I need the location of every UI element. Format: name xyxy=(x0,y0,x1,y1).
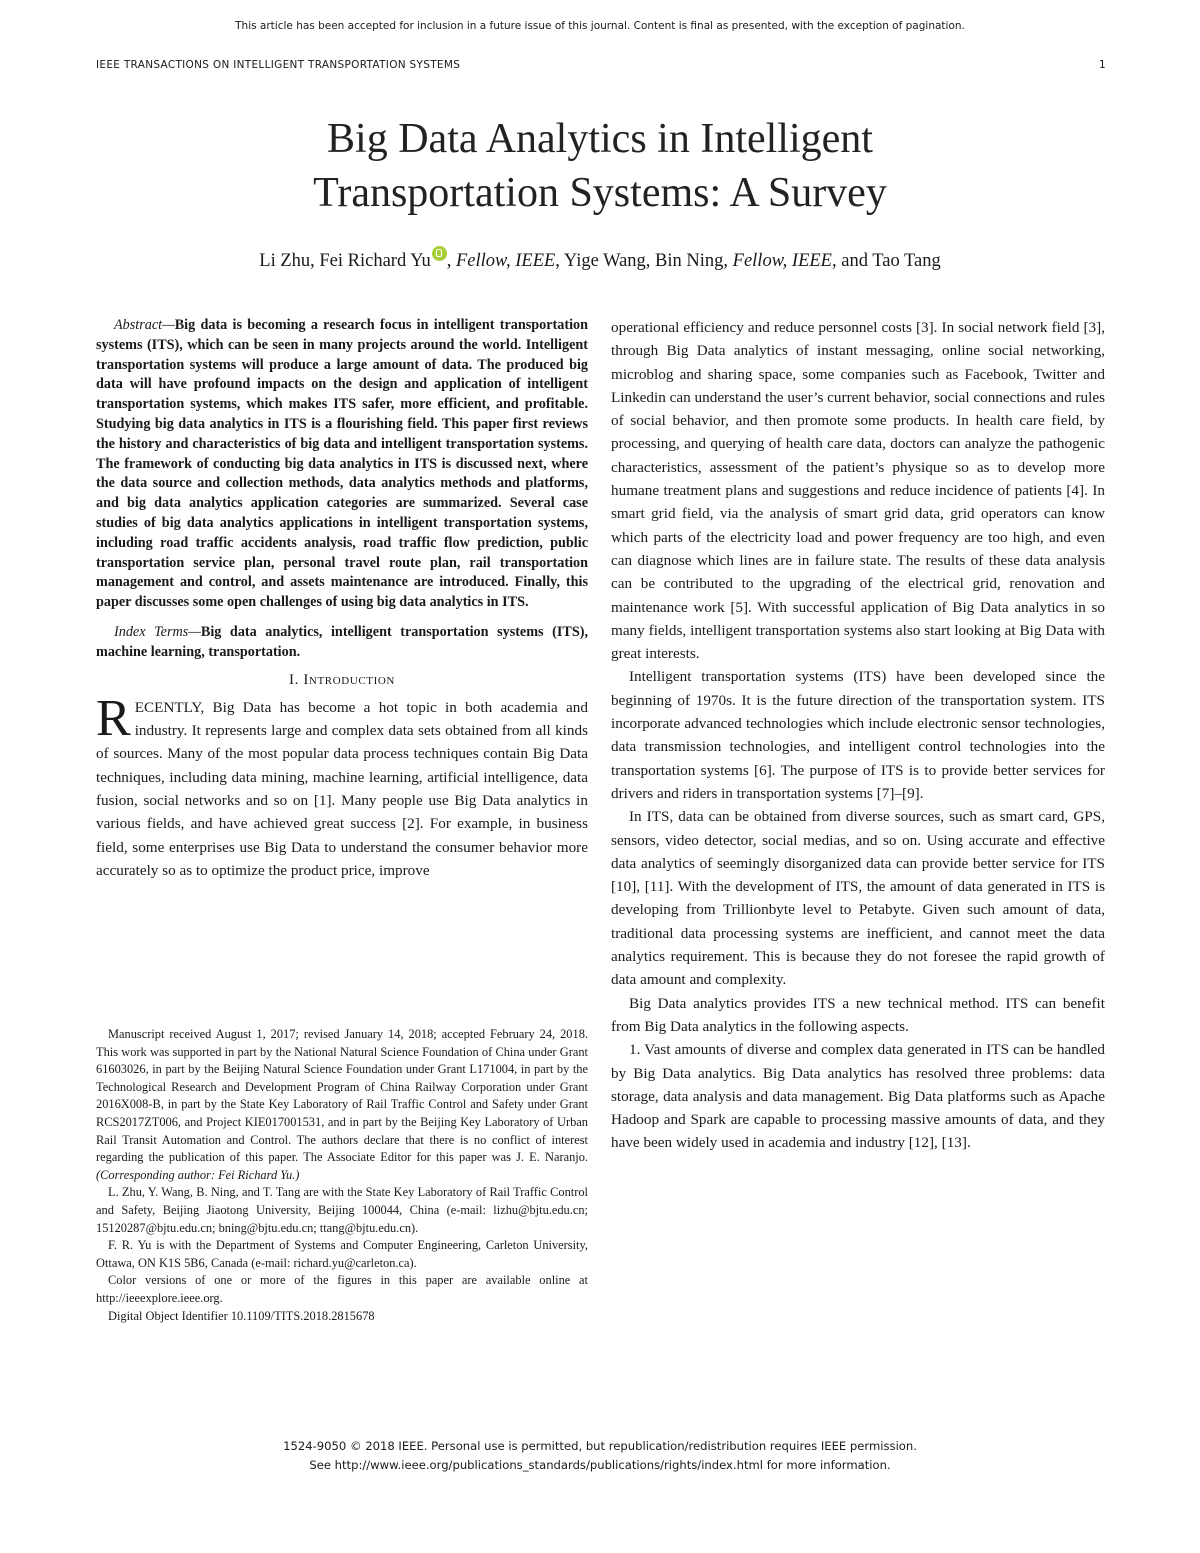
copyright-notice xyxy=(0,1437,1200,1475)
left-column xyxy=(96,316,588,882)
corresponding-author: (Corresponding author: Fei Richard Yu.) xyxy=(96,1167,300,1182)
index-terms-label: Index Terms xyxy=(114,623,189,640)
section-number: I. xyxy=(289,671,299,688)
paragraph-2: Intelligent transportation systems (ITS) have been developed since the beginning of 1970s. It is the future direction of the transportation system. ITS incorporate advanced technologies which include electronic sensor technologies, data transmission technologies, and intelligent control technologies into the transportation systems [6]. The purpose of ITS is to provide better services for drivers and riders in transportation systems [7]–[9]. xyxy=(611,668,1105,802)
page-number: 1 xyxy=(1099,59,1106,71)
acceptance-notice: This article has been accepted for inclusion in a future issue of this journal. Content is final as presented, with the exception of pagination. xyxy=(235,20,965,32)
index-terms-text: Big data analytics, intelligent transportation systems (ITS), machine learning, transportation. xyxy=(96,623,588,660)
section-heading xyxy=(96,669,588,692)
running-header xyxy=(96,59,1106,71)
author-role-1: Fellow, IEEE xyxy=(455,251,556,272)
authors-part-1: Li Zhu, Fei Richard Yu xyxy=(259,251,431,272)
paragraph-5: 1. Vast amounts of diverse and complex data generated in ITS can be handled by Big Data analytics. Big Data analytics has resolved three problems: data storage, data analysis and data management. Big Data platforms such as Apache Hadoop and Spark are capable to processing massive amounts of data, and they have been widely used in academia and industry [12], [13]. xyxy=(611,1041,1105,1152)
abstract-text: Big data is becoming a research focus in intelligent transportation systems (ITS), which can be seen in many projects around the world. Intelligent transportation systems will produce a large amount of data. The produced big data will have profound impacts on the design and application of intelligent transportation systems, which makes ITS safer, more efficient, and profitable. Studying big data analytics in ITS is a flourishing field. This paper first reviews the history and characteristics of big data and intelligent transportation systems. The framework of conducting big data analytics in ITS is discussed next, where the data source and collection methods, data analytics methods and platforms, and big data analytics application categories are summarized. Several case studies of big data analytics applications in intelligent transportation systems, including road traffic accidents analysis, road traffic flow prediction, public transportation service plan, personal travel route plan, rail transportation management and control, and assets maintenance are introduced. Finally, this paper discusses some open challenges of using big data analytics in ITS. xyxy=(96,317,588,611)
section-title: Introduction xyxy=(303,671,395,688)
footnote-color-versions: Color versions of one or more of the figures in this paper are available online at http://ieeexplore.ieee.org. xyxy=(96,1273,588,1305)
paper-title xyxy=(0,112,1200,220)
footnote-manuscript-text: Manuscript received August 1, 2017; revised January 14, 2018; accepted February 24, 2018. This work was supported in part by the National Natural Science Foundation of China under Grant 61603026, in part by the Beijing Natural Science Foundation under Grant L171004, in part by the Technological Research and Development Program of China Railway Corporation under Grant 2016X008-B, in part by the State Key Laboratory of Rail Traffic Control and Safety under Grant RCS2017ZT006, and Project KIE017001531, and in part by the Beijing Key Laboratory of Urban Rail Transit Automation and Control. The authors declare that there is no conflict of interest regarding the publication of this paper. The Associate Editor for this paper was J. E. Naranjo. xyxy=(96,1027,588,1165)
authors-part-3: and Tao Tang xyxy=(841,251,941,272)
copyright-line-1: 1524-9050 © 2018 IEEE. Personal use is permitted, but republication/redistribution requires IEEE permission. xyxy=(283,1439,917,1453)
authors-part-2: Yige Wang, Bin Ning, xyxy=(563,251,729,272)
abstract: Abstract—Big data is becoming a research focus in intelligent transportation systems (ITS), which can be seen in many projects around the world. Intelligent transportation systems will produce a large amount of data. The produced big data will have profound impacts on the design and application of intelligent transportation systems, which makes ITS safer, more efficient, and profitable. Studying big data analytics in ITS is a flourishing field. This paper first reviews the history and characteristics of big data and intelligent transportation systems. The framework of conducting big data analytics in ITS is discussed next, where the data source and collection methods, data analytics methods and platforms, and big data analytics application categories are summarized. Several case studies of big data analytics applications in intelligent transportation systems, including road traffic accidents analysis, road traffic flow prediction, public transportation service plan, personal travel route plan, rail transportation management and control, and assets maintenance are introduced. Finally, this paper discusses some open challenges of using big data analytics in ITS. xyxy=(96,317,588,611)
title-line-1: Big Data Analytics in Intelligent xyxy=(327,116,873,162)
footnote-affiliation-2: F. R. Yu is with the Department of Systems and Computer Engineering, Carleton University, Ottawa, ON K1S 5B6, Canada (e-mail: richard.yu@carleton.ca). xyxy=(96,1238,588,1270)
author-role-2: Fellow, IEEE xyxy=(732,251,832,272)
paragraph-1: operational efficiency and reduce personnel costs [3]. In social network field [3], through Big Data analytics of instant messaging, online social networking, microblog and sharing space, some companies such as Facebook, Twitter and Linkedin can understand the user’s current behavior, social connections and rules of social behavior, and then promote some products. In health care field, by processing, and querying of health care data, doctors can analyze the pathogenic characteristics, assessment of the patient’s physique so as to develop more humane treatment plans and suggestions and reduce incidence of patients [4]. In smart grid field, via the analysis of smart grid data, grid operators can know which parts of the electricity load and power frequency are too high, and even can diagnose which lines are in failure state. The results of these data analysis can be contributed to the upgrading of the electrical grid, renovation and maintenance work [5]. With successful application of Big Data analytics in so many fields, intelligent transportation systems also start looking at Big Data with great interests. xyxy=(611,319,1105,663)
author-list: Li Zhu, Fei Richard Yu , Fellow, IEEE, Yige Wang, Bin Ning, Fellow, IEEE, and Tao Tang xyxy=(0,244,1200,272)
right-column xyxy=(611,316,1105,1155)
footnote-manuscript xyxy=(96,1026,588,1184)
drop-cap: R xyxy=(96,689,131,747)
intro-paragraph xyxy=(96,689,588,882)
footnote-doi: Digital Object Identifier 10.1109/TITS.2018.2815678 xyxy=(108,1308,375,1323)
index-terms: Index Terms—Big data analytics, intelligent transportation systems (ITS), machine learning, transportation. xyxy=(96,623,588,660)
copyright-line-2: See http://www.ieee.org/publications_standards/publications/rights/index.html for more information. xyxy=(309,1458,891,1472)
paragraph-4: Big Data analytics provides ITS a new technical method. ITS can benefit from Big Data analytics in the following aspects. xyxy=(611,994,1105,1035)
paragraph-3: In ITS, data can be obtained from diverse sources, such as smart card, GPS, sensors, video detector, social medias, and so on. Using accurate and effective data analytics of seemingly disorganized data can provide better service for ITS [10], [11]. With the development of ITS, the amount of data generated in ITS is developing from Trillionbyte level to Petabyte. Given such amount of data, traditional data processing systems are inefficient, and cannot meet the data analytics requirement. This is because they do not foresee the rapid growth of data amount and complexity. xyxy=(611,808,1105,989)
journal-name: IEEE TRANSACTIONS ON INTELLIGENT TRANSPORTATION SYSTEMS xyxy=(96,59,461,71)
title-line-2: Transportation Systems: A Survey xyxy=(313,170,887,216)
footnote-affiliation-1: L. Zhu, Y. Wang, B. Ning, and T. Tang are with the State Key Laboratory of Rail Traffic Control and Safety, Beijing Jiaotong University, Beijing 100044, China (e-mail: lizhu@bjtu.edu.cn; 15120287@bjtu.edu.cn; bning@bjtu.edu.cn; ttang@bjtu.edu.cn). xyxy=(96,1185,588,1235)
orcid-icon[interactable] xyxy=(432,246,447,261)
intro-text: ECENTLY, Big Data has become a hot topic in both academia and industry. It represents large and complex data sets obtained from all kinds of sources. Many of the most popular data process techniques contain Big Data techniques, including data mining, machine learning, artificial intelligence, data fusion, social networks and so on [1]. Many people use Big Data analytics in various fields, and have achieved great success [2]. For example, in business field, some enterprises use Big Data to understand the consumer behavior more accurately so as to optimize the product price, improve xyxy=(96,698,588,879)
footnotes xyxy=(96,1026,588,1325)
abstract-label: Abstract xyxy=(114,317,163,333)
